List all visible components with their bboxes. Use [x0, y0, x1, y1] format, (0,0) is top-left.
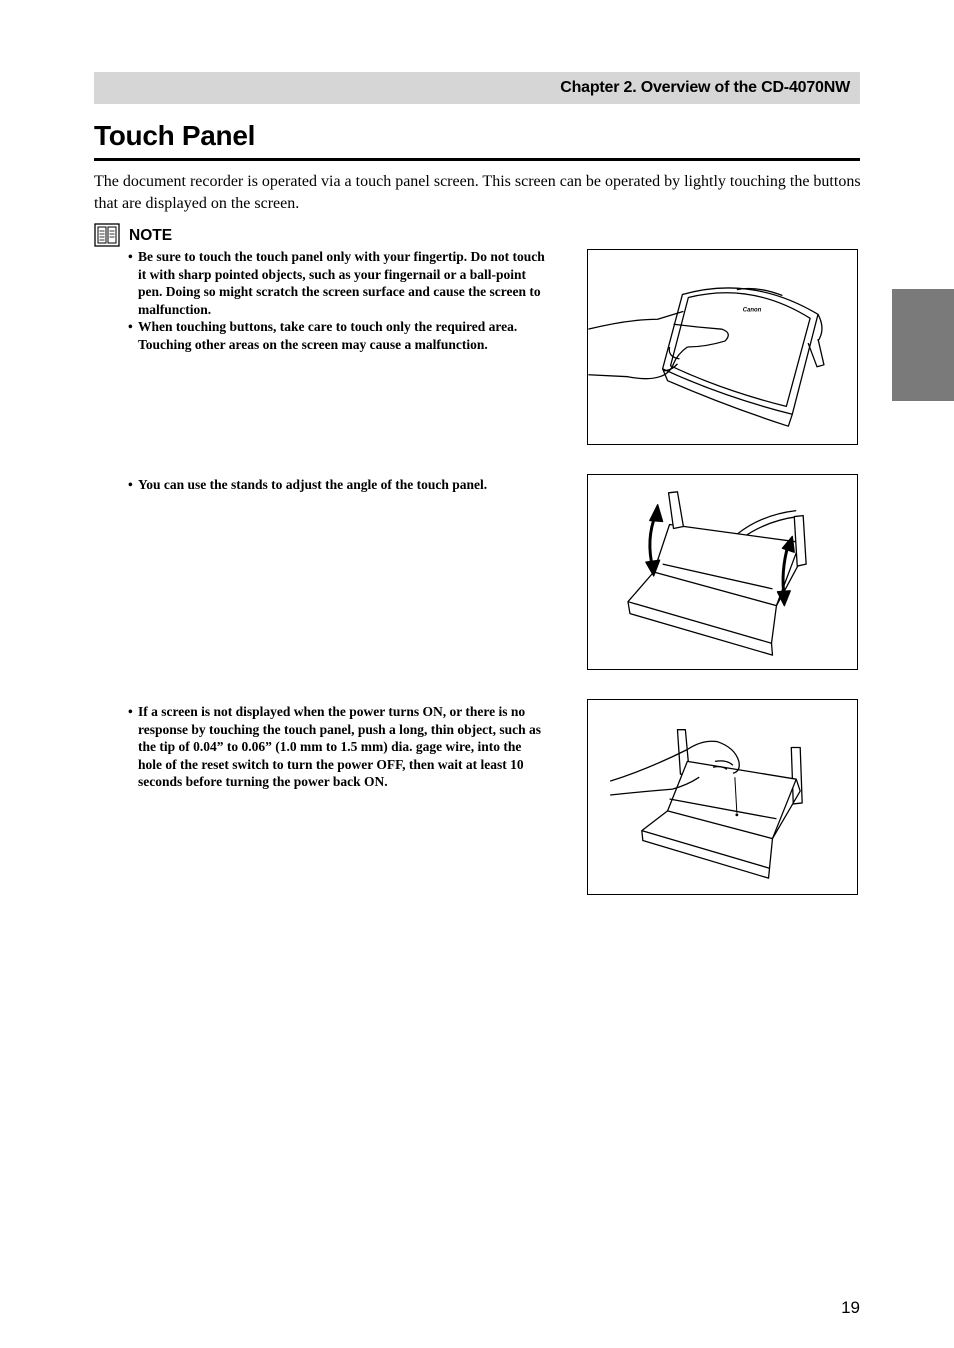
chapter-header-text: Chapter 2. Overview of the CD-4070NW — [560, 79, 850, 96]
svg-text:Canon: Canon — [742, 307, 762, 314]
reset-note-list — [128, 703, 548, 791]
figure-reset-switch — [587, 699, 858, 895]
note-item: • Be sure to touch the touch panel only with your fingertip. Do not touch it with sharp pointed objects, such as your fingernail or a ball-point pen. Doing so might scratch the screen surface and cause the screen to malfunction. — [128, 248, 548, 318]
note-item: • When touching buttons, take care to touch only the required area. Touching other areas on the screen may cause a malfunction. — [128, 318, 548, 353]
note-list — [128, 248, 548, 353]
note-label: NOTE — [129, 227, 173, 244]
figure-finger-touch — [587, 249, 858, 445]
stands-note-list — [128, 476, 558, 494]
page-number: 19 — [841, 1298, 860, 1317]
reset-hole — [735, 813, 738, 816]
intro-paragraph: The document recorder is operated via a touch panel screen. This screen can be operated by lightly touching the buttons that are displayed on the screen. — [94, 173, 861, 212]
chapter-header-bar — [94, 72, 860, 104]
chapter-side-tab — [892, 289, 954, 401]
finger-touch-illustration — [588, 250, 857, 444]
note-icon — [94, 223, 120, 247]
page-title: Touch Panel — [94, 120, 256, 151]
title-divider — [94, 158, 860, 161]
reset-switch-illustration — [588, 700, 857, 894]
reset-note: • If a screen is not displayed when the power turns ON, or there is no response by touching the touch panel, push a long, thin object, such as the tip of 0.04” to 0.06” (1.0 mm to 1.5 mm) dia. gage wire, into the hole of the reset switch to turn the power OFF, then wait at least 10 seconds before turning the power back ON. — [128, 703, 548, 791]
stands-illustration — [588, 475, 857, 669]
stands-note: • You can use the stands to adjust the angle of the touch panel. — [128, 476, 558, 494]
figure-stands — [587, 474, 858, 670]
